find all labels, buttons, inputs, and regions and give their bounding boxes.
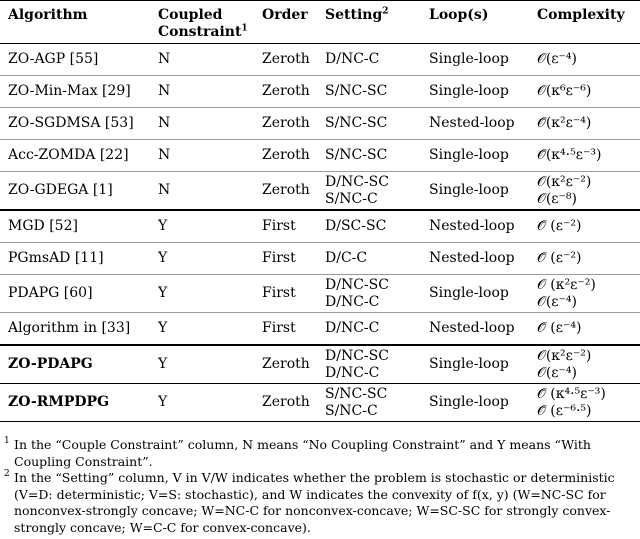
cell-loop: Single-loop [429,394,509,410]
cell-complexity [529,44,640,76]
cell-order: Zeroth [262,51,310,67]
cell-loop: Single-loop [429,147,509,163]
cell-setting-line: S/NC-SC [325,385,388,402]
cell-constraint: Y [158,250,168,266]
table-row [0,108,640,140]
cell-constraint: N [158,147,171,163]
cell-setting-line: D/SC-SC [325,218,387,234]
cell-setting-line: S/NC-SC [325,83,388,99]
table-body [0,44,640,422]
cell-order: First [262,250,296,266]
cell-setting-line: D/NC-SC [325,173,389,190]
header-setting [317,1,421,44]
cell-setting-line: S/NC-SC [325,115,388,131]
cell-algorithm: Acc-ZOMDA [22] [8,147,129,163]
footnote-2-text: In the “Setting” column, V in V/W indicates whether the problem is stochastic or deterministic (V=D: deterministic; V=S: stochastic), and W indicates the convexity of f(x, y) (W=NC-SC for nonconvex-strongly concave; W=NC-C for nonconvex-concave; W=SC-SC for strongly convex-strongly concave; W=C-C for convex-concave). [14,470,615,535]
cell-constraint: Y [158,394,168,410]
cell-loop: Single-loop [429,356,509,372]
footnote-marker-1: 1 [241,23,248,34]
cell-loop: Nested-loop [429,115,515,131]
cell-loop: Single-loop [429,51,509,67]
cell-complexity-line: 𝒪̃ (ε⁻²) [537,250,582,266]
cell-algorithm: ZO-PDAPG [8,356,93,372]
cell-complexity-line: 𝒪̃ (ε⁻⁴) [537,320,582,336]
cell-complexity [529,210,640,243]
cell-loop: Nested-loop [429,250,515,266]
cell-constraint: N [158,83,171,99]
cell-order: Zeroth [262,83,310,99]
cell-setting-line: D/NC-C [325,364,380,381]
cell-constraint: Y [158,320,168,336]
cell-setting-line: D/NC-SC [325,276,389,293]
table-row [0,44,640,76]
cell-algorithm: ZO-SGDMSA [53] [8,115,134,131]
cell-setting [317,384,421,422]
cell-complexity-line: 𝒪(κ²ε⁻²) [537,347,592,364]
cell-constraint: N [158,51,171,67]
cell-order: First [262,320,296,336]
cell-complexity [529,275,640,313]
header-setting-label: Setting [325,7,383,23]
cell-complexity-line: 𝒪(κ⁶ε⁻⁶) [537,83,592,99]
cell-setting-line: S/NC-SC [325,147,388,163]
cell-complexity-line: 𝒪̃ (κ⁴·⁵ε⁻³) [537,385,606,402]
cell-complexity-line: 𝒪 (κ²ε⁻²) [537,276,596,293]
table-row [0,210,640,243]
cell-constraint: N [158,182,171,198]
table-row [0,384,640,422]
cell-complexity-line: 𝒪̃ (ε⁻²) [537,218,582,234]
cell-setting [317,275,421,313]
cell-constraint: N [158,115,171,131]
cell-complexity-line: 𝒪(ε⁻⁸) [537,190,577,207]
cell-constraint: Y [158,356,168,372]
cell-algorithm: ZO-RMPDPG [8,394,110,410]
cell-complexity [529,313,640,346]
footnote-marker-2: 2 [382,6,389,17]
cell-order: First [262,218,296,234]
cell-setting [317,243,421,275]
cell-complexity-line: 𝒪̃(κ²ε⁻⁴) [537,115,592,131]
footnote-2 [4,470,636,536]
footnote-1 [4,437,636,470]
cell-setting-line: D/NC-C [325,293,380,310]
cell-setting-line: D/NC-SC [325,347,389,364]
footnote-2-number: 2 [4,469,10,479]
cell-order: First [262,285,296,301]
cell-algorithm: PDAPG [60] [8,285,93,301]
cell-complexity [529,384,640,422]
cell-setting [317,313,421,346]
cell-complexity-line: 𝒪(ε⁻⁴) [537,364,577,381]
header-complexity: Complexity [537,7,625,23]
cell-constraint: Y [158,218,168,234]
cell-setting [317,76,421,108]
header-loops: Loop(s) [429,7,489,23]
cell-loop: Nested-loop [429,218,515,234]
cell-setting [317,44,421,76]
cell-algorithm: ZO-AGP [55] [8,51,99,67]
table-row [0,275,640,313]
cell-setting-line: D/C-C [325,250,368,266]
cell-loop: Single-loop [429,83,509,99]
cell-setting-line: S/NC-C [325,190,378,207]
cell-algorithm: ZO-GDEGA [1] [8,182,113,198]
cell-setting [317,140,421,172]
cell-complexity-line: 𝒪(ε⁻⁴) [537,293,577,310]
cell-algorithm: PGmsAD [11] [8,250,104,266]
cell-setting [317,210,421,243]
cell-complexity-line: 𝒪̃ (ε⁻⁶·⁵) [537,402,592,419]
table-row [0,243,640,275]
cell-setting [317,345,421,384]
cell-complexity [529,172,640,211]
header-coupled-line1: Coupled [158,7,223,23]
cell-order: Zeroth [262,394,310,410]
footnote-1-number: 1 [4,436,10,446]
cell-order: Zeroth [262,182,310,198]
footnotes [4,437,636,536]
cell-complexity [529,140,640,172]
header-coupled-line2: Constraint [158,24,242,40]
table-row [0,345,640,384]
cell-setting-line: D/NC-C [325,51,380,67]
header-coupled-constraint [150,1,254,44]
cell-setting [317,172,421,211]
cell-algorithm: ZO-Min-Max [29] [8,83,131,99]
cell-complexity [529,108,640,140]
cell-setting-line: S/NC-C [325,402,378,419]
cell-loop: Single-loop [429,182,509,198]
cell-loop: Single-loop [429,285,509,301]
cell-loop: Nested-loop [429,320,515,336]
cell-order: Zeroth [262,115,310,131]
cell-setting [317,108,421,140]
header-order: Order [262,7,308,23]
cell-complexity-line: 𝒪(κ²ε⁻²) [537,173,592,190]
cell-algorithm: MGD [52] [8,218,78,234]
footnote-1-text: In the “Couple Constraint” column, N means “No Coupling Constraint” and Y means “With Coupling Constraint”. [14,437,591,469]
cell-complexity-line: 𝒪̃(κ⁴·⁵ε⁻³) [537,147,602,163]
table-row [0,172,640,211]
header-algorithm: Algorithm [8,7,88,23]
table-row [0,76,640,108]
cell-algorithm: Algorithm in [33] [8,320,131,336]
cell-complexity-line: 𝒪(ε⁻⁴) [537,51,577,67]
cell-setting-line: D/NC-C [325,320,380,336]
cell-complexity [529,76,640,108]
cell-complexity [529,243,640,275]
table-row [0,140,640,172]
cell-order: Zeroth [262,356,310,372]
table-row [0,313,640,346]
header-row [0,1,640,44]
cell-constraint: Y [158,285,168,301]
cell-order: Zeroth [262,147,310,163]
cell-complexity [529,345,640,384]
